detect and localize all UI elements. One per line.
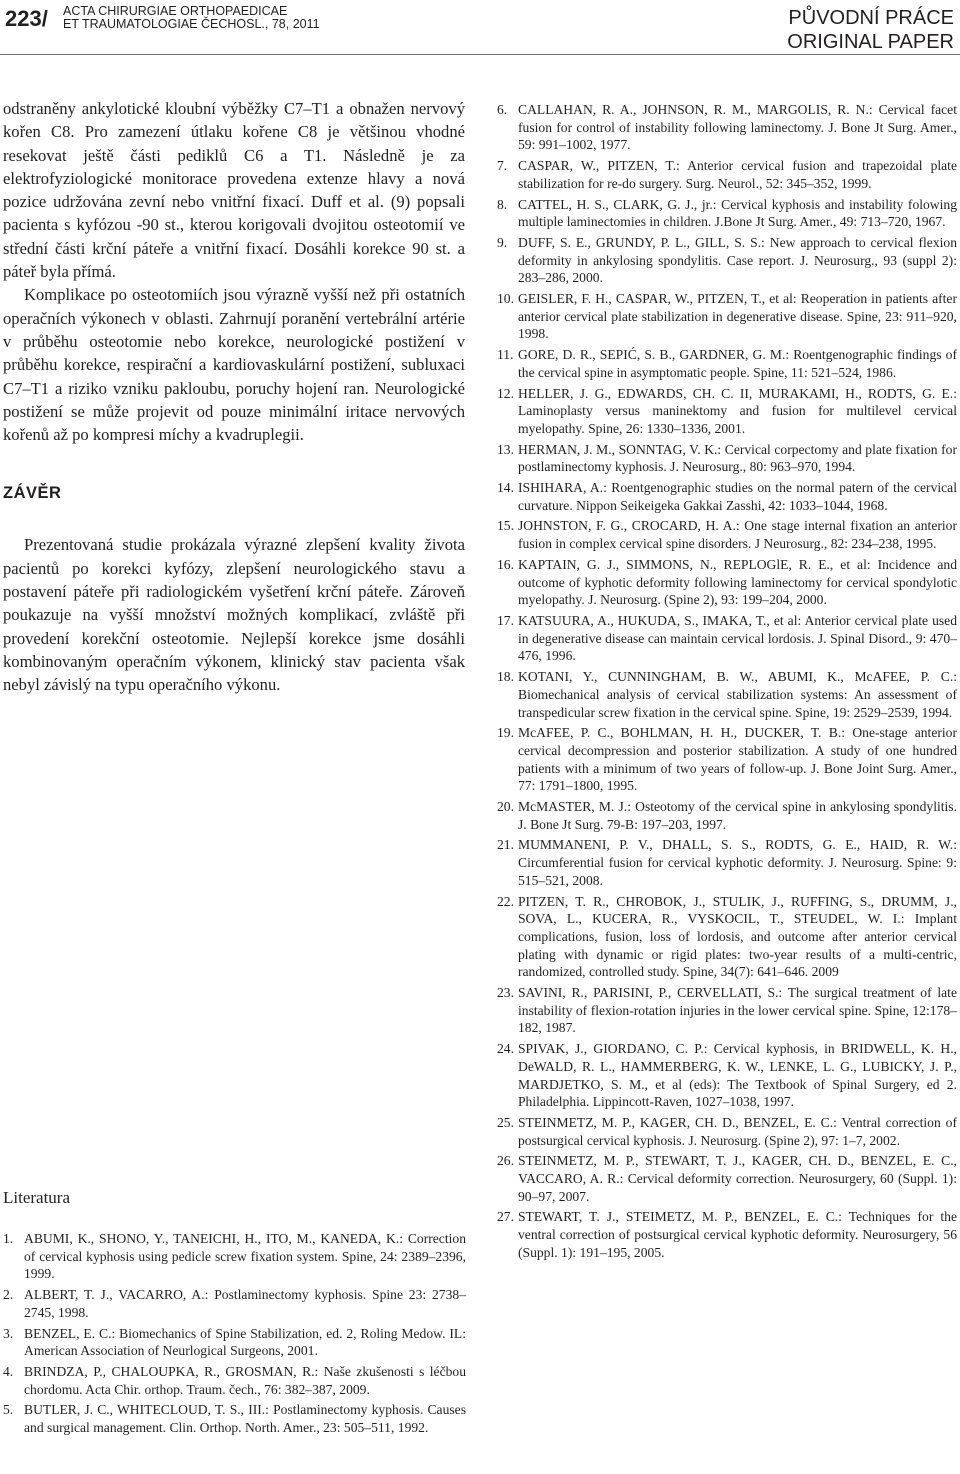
journal-name-line2: ET TRAUMATOLOGIAE ČECHOSL., 78, 2011 — [63, 17, 320, 31]
literature-heading: Literatura — [3, 1188, 71, 1207]
reference-item — [497, 290, 957, 343]
reference-item — [497, 1040, 957, 1111]
reference-item — [497, 196, 957, 231]
reference-text: STEINMETZ, M. P., STEWART, T. J., KAGER, CH. D., BENZEL, E. C., VACCARO, A. R.: Cervical deformity correction. Neurosurgery, 60 (Suppl. 1): 90–97, 2007. — [518, 1153, 957, 1204]
reference-text: MUMMANENI, P. V., DHALL, S. S., RODTS, G. E., HAID, R. W.: Circumferential fusion for cervical kyphotic deformity. J. Neurosurg. Spine: 9: 515–521, 2008. — [518, 837, 957, 888]
reference-item — [497, 479, 957, 514]
body-paragraph: odstraněny ankylotické kloubní výběžky C7–T1 a obnažen nervový kořen C8. Pro zamezení útlaku kořene C8 je většinou vhodné resekovat ještě části pediklů C6 a T1. Následně je za elektrofyziologické monitorace provedena extenze hlavy a nová pozice udržována zevní nebo vnitřní fixací. Duff et al. (9) popsali pacienta s kyfózou -90 st., kterou korigovali dvojitou osteotomií ve střední části krční páteře a vnitřní fixací. Dosáhli korekce 90 st. a páteř byla přímá. — [3, 99, 465, 282]
reference-item — [497, 234, 957, 287]
reference-number: 6. — [497, 102, 508, 117]
paper-type-english: ORIGINAL PAPER — [787, 31, 954, 53]
reference-number: 7. — [497, 158, 508, 174]
reference-item — [497, 798, 957, 833]
reference-text: GEISLER, F. H., CASPAR, W., PITZEN, T., et al: Reoperation in patients after anterior cervical plate stabilization in degenerative disease. Spine, 23: 911–920, 1998. — [518, 291, 957, 342]
reference-text: SPIVAK, J., GIORDANO, C. P.: Cervical kyphosis, in BRIDWELL, K. H., DeWALD, R. L., HAMMERBERG, K. W., LENKE, L. G., LUBICKY, J. P., MARDJETKO, S. M., et al (eds): The Textbook of Spinal Surgery, ed 2. Philadelphia. Lippincott-Raven, 1027–1038, 1997. — [518, 1041, 957, 1110]
reference-text: KOTANI, Y., CUNNINGHAM, B. W., ABUMI, K., McAFEE, P. C.: Biomechanical analysis of cervical stabilization systems: An assessment of transpedicular screw fixation in the cervical spine. Spine, 19: 2529–2539, 1994. — [518, 669, 957, 720]
reference-text: CALLAHAN, R. A., JOHNSON, R. M., MARGOLIS, R. N.: Cervical facet fusion for control of instability following laminectomy. J. Bone Jt Surg. Amer., 59: 991–1002, 1977. — [518, 102, 957, 153]
reference-text: ALBERT, T. J., VACARRO, A.: Postlaminectomy kyphosis. Spine 23: 2738–2745, 1998. — [24, 1287, 466, 1320]
reference-item — [497, 101, 957, 154]
reference-item — [497, 668, 957, 721]
reference-text: JOHNSTON, F. G., CROCARD, H. A.: One stage internal fixation an anterior fusion in complex cervical spine disorders. J Neurosurg., 82: 234–238, 1995. — [518, 518, 957, 552]
reference-item — [497, 984, 957, 1037]
reference-text: ABUMI, K., SHONO, Y., TANEICHI, H., ITO, M., KANEDA, K.: Correction of cervical kyphosis using pedicle screw fixation system. Spine, 24: 2389–2396, 1999. — [24, 1231, 466, 1282]
reference-number: 17. — [497, 612, 514, 628]
reference-item — [497, 1208, 957, 1261]
reference-item — [497, 724, 957, 795]
reference-number: 15. — [497, 518, 514, 534]
right-column — [497, 101, 957, 1265]
reference-number: 8. — [497, 196, 508, 212]
reference-number: 18. — [497, 669, 514, 685]
reference-item — [3, 1325, 466, 1360]
reference-item — [497, 556, 957, 609]
reference-number: 4. — [3, 1363, 14, 1379]
reference-number: 3. — [3, 1325, 14, 1341]
reference-item — [3, 1363, 466, 1398]
reference-number: 11. — [497, 347, 514, 363]
reference-number: 2. — [3, 1287, 14, 1303]
reference-item — [497, 385, 957, 438]
reference-text: BUTLER, J. C., WHITECLOUD, T. S., III.: Postlaminectomy kyphosis. Causes and surgical management. Clin. Orthop. North. Amer., 23: 505–511, 1992. — [24, 1402, 466, 1436]
body-paragraph: Komplikace po osteotomiích jsou výrazně vyšší než při ostatních operačních výkonech v oblasti. Zahrnují poranění vertebrální artérie v průběhu osteotomie nebo korekce, neurologické postižení v průběhu korekce, respirační a kardiovaskulární postižení, subluxaci C7–T1 a riziko vzniku pakloubu, poruchy hojení ran. Neurologické postižení se může projevit od pouze minimální iritace nervových kořenů až po kompresi míchy a kvadruplegii. — [3, 285, 465, 445]
journal-name — [63, 5, 320, 31]
reference-number: 24. — [497, 1041, 514, 1057]
reference-item — [497, 893, 957, 982]
left-column — [3, 97, 465, 697]
reference-number: 16. — [497, 556, 514, 572]
reference-number: 1. — [3, 1231, 14, 1246]
reference-text: ISHIHARA, A.: Roentgenographic studies on the normal patern of the cervical curvature. Nippon Seikeigeka Gakkai Zasshi, 42: 1033–1044, 1968. — [518, 480, 957, 513]
reference-number: 14. — [497, 480, 514, 496]
reference-item — [497, 441, 957, 476]
reference-number: 27. — [497, 1209, 514, 1225]
reference-number: 9. — [497, 234, 508, 250]
reference-item — [497, 836, 957, 889]
paper-type-czech: PŮVODNÍ PRÁCE — [788, 7, 954, 29]
reference-list-left — [3, 1230, 466, 1440]
reference-number: 23. — [497, 985, 514, 1001]
reference-number: 21. — [497, 837, 514, 853]
reference-text: DUFF, S. E., GRUNDY, P. L., GILL, S. S.: New approach to cervical flexion deformity in ankylosing spondylitis. Case report. J. Neurosurg., 93 (suppl 2): 283–286, 2000. — [518, 234, 957, 286]
reference-text: HERMAN, J. M., SONNTAG, V. K.: Cervical corpectomy and plate fixation for postlaminectomy kyphosis. J. Neurosurg., 80: 963–970, 1994. — [518, 441, 957, 475]
reference-item — [497, 346, 957, 381]
paper-type — [787, 6, 954, 54]
reference-number: 26. — [497, 1153, 514, 1169]
reference-text: CASPAR, W., PITZEN, T.: Anterior cervical fusion and trapezoidal plate stabilization for re-do surgery. Surg. Neurol., 52: 345–352, 1999. — [518, 158, 957, 191]
reference-number: 12. — [497, 385, 514, 401]
reference-text: CATTEL, H. S., CLARK, G. J., jr.: Cervical kyphosis and instability folowing multiple laminectomies in children. J.Bone Jt Surg. Amer., 49: 713–720, 1967. — [518, 196, 957, 230]
reference-item — [3, 1286, 466, 1321]
journal-name-line1: ACTA CHIRURGIAE ORTHOPAEDICAE — [63, 4, 288, 18]
header-divider — [0, 54, 960, 55]
page-header — [0, 0, 960, 58]
reference-number: 19. — [497, 725, 514, 741]
conclusion-heading: ZÁVĚR — [3, 484, 62, 503]
reference-text: STEINMETZ, M. P., KAGER, CH. D., BENZEL, E. C.: Ventral correction of postsurgical cervical kyphosis. J. Neurosurg. (Spine 2), 97: 1–7, 2002. — [518, 1114, 957, 1148]
reference-text: SAVINI, R., PARISINI, P., CERVELLATI, S.: The surgical treatment of late instability of flexion-rotation injuries in the lower cervical spine. Spine, 12:178–182, 1987. — [518, 985, 957, 1036]
reference-item — [497, 517, 957, 552]
reference-number: 22. — [497, 893, 514, 909]
reference-text: McMASTER, M. J.: Osteotomy of the cervical spine in ankylosing spondylitis. J. Bone Jt Surg. 79-B: 197–203, 1997. — [518, 799, 957, 832]
reference-text: KAPTAIN, G. J., SIMMONS, N., REPLOGlE, R. E., et al: Incidence and outcome of kyphotic deformity following laminectomy for cervical spondylotic myelopathy. J. Neurosurg. (Spine 2), 93: 199–204, 2000. — [518, 556, 957, 608]
reference-item — [497, 1114, 957, 1149]
reference-text: KATSUURA, A., HUKUDA, S., IMAKA, T., et al: Anterior cervical plate used in degenerative disease can maintain cervical lordosis. J. Spinal Disord., 9: 470–476, 1996. — [518, 612, 957, 664]
conclusion-paragraph: Prezentovaná studie prokázala výrazné zlepšení kvality života pacientů po korekci kyfózy, zlepšení neurologického stavu a postavení páteře při radiologickém vyšetření krční páteře. Zároveň poukazuje na vyšší množství možných komplikací, zvláště při provedení korekční osteotomie. Nejlepší korekce jsme dosáhli kombinovaným operačním výkonem, klinický stav pacienta však nebyl závislý na typu operačního výkonu. — [3, 535, 465, 695]
reference-text: HELLER, J. G., EDWARDS, CH. C. II, MURAKAMI, H., RODTS, G. E.: Laminoplasty versus maninektomy and fusion for multilevel cervical myelopathy. Spine, 26: 1330–1336, 2001. — [518, 385, 957, 436]
reference-item — [497, 157, 957, 192]
reference-text: BRINDZA, P., CHALOUPKA, R., GROSMAN, R.: Naše zkušenosti s léčbou chordomu. Acta Chir. orthop. Traum. čech., 76: 382–387, 2009. — [24, 1363, 466, 1397]
page-number: 223/ — [5, 6, 48, 31]
reference-text: McAFEE, P. C., BOHLMAN, H. H., DUCKER, T. B.: One-stage anterior cervical decompression and posterior stabilization. A study of one hundred patients with a minimum of two years of follow-up. J. Bone Joint Surg. Amer., 77: 1791–1800, 1995. — [518, 725, 957, 794]
reference-number: 20. — [497, 799, 514, 815]
reference-item — [3, 1230, 466, 1283]
reference-number: 10. — [497, 291, 514, 307]
reference-text: PITZEN, T. R., CHROBOK, J., STULIK, J., RUFFING, S., DRUMM, J., SOVA, L., KUCERA, R., VYSKOCIL, T., STEUDEL, W. I.: Implant complications, fusion, loss of lordosis, and outcome after anterior cervical plating with dynamic or rigid plates: two-year results of a multi-centric, randomized, controlled study. Spine, 34(7): 641–646. 2009 — [518, 893, 957, 980]
reference-item — [3, 1401, 466, 1436]
reference-text: STEWART, T. J., STEIMETZ, M. P., BENZEL, E. C.: Techniques for the ventral correction of postsurgical cervical kyphotic deformity. Neurosurgery, 56 (Suppl. 1): 191–195, 2005. — [518, 1209, 957, 1260]
reference-text: GORE, D. R., SEPIĆ, S. B., GARDNER, G. M.: Roentgenographic findings of the cervical spine in asymptomatic people. Spine, 11: 521–524, 1986. — [518, 347, 957, 380]
reference-number: 5. — [3, 1402, 14, 1418]
reference-number: 25. — [497, 1114, 514, 1130]
reference-text: BENZEL, E. C.: Biomechanics of Spine Stabilization, ed. 2, Roling Medow. IL: American Association of Neurlogical Surgeons, 2001. — [24, 1325, 466, 1359]
reference-number: 13. — [497, 441, 514, 457]
reference-item — [497, 1152, 957, 1205]
reference-list-right — [497, 101, 957, 1262]
reference-item — [497, 612, 957, 665]
